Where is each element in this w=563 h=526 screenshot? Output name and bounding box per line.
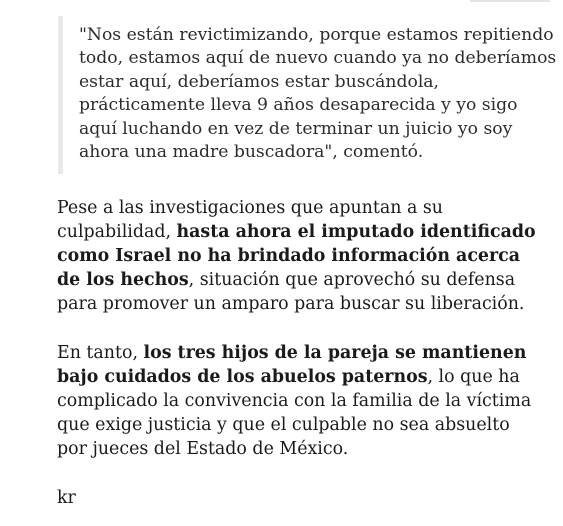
paragraph-investigation [57,196,537,316]
paragraph-text: , situación que aprovechó su defensa para promover un amparo para buscar su liberación. [57,270,525,314]
author-signature: kr [57,488,76,508]
blockquote [58,16,557,174]
paragraph-text: En tanto, [57,343,144,363]
paragraph-children [57,341,537,461]
paragraph-text: , lo que ha complicado la convivencia con la familia de la víctima que exige justicia y que el culpable no sea absuelto por jueces del Estado de México. [57,367,532,459]
quote-text: "Nos están revictimizando, porque estamos repitiendo todo, estamos aquí de nuevo cuando ya no deberíamos estar aquí, deberíamos estar buscándola, prácticamente lleva 9 años desaparecida y yo sigo aquí luchando en vez de terminar un juicio yo soy ahora una madre buscadora", comentó. [79,25,557,163]
paragraph-bold-text: los tres hijos de la pareja se mantienen bajo cuidados de los abuelos paternos [57,343,527,387]
paragraph-text: Pese a las investigaciones que apuntan a su culpabilidad, [57,198,443,242]
top-divider [470,0,550,2]
paragraph-bold-text: hasta ahora el imputado identificado como Israel no ha brindado información acerca de los hechos [57,222,536,290]
